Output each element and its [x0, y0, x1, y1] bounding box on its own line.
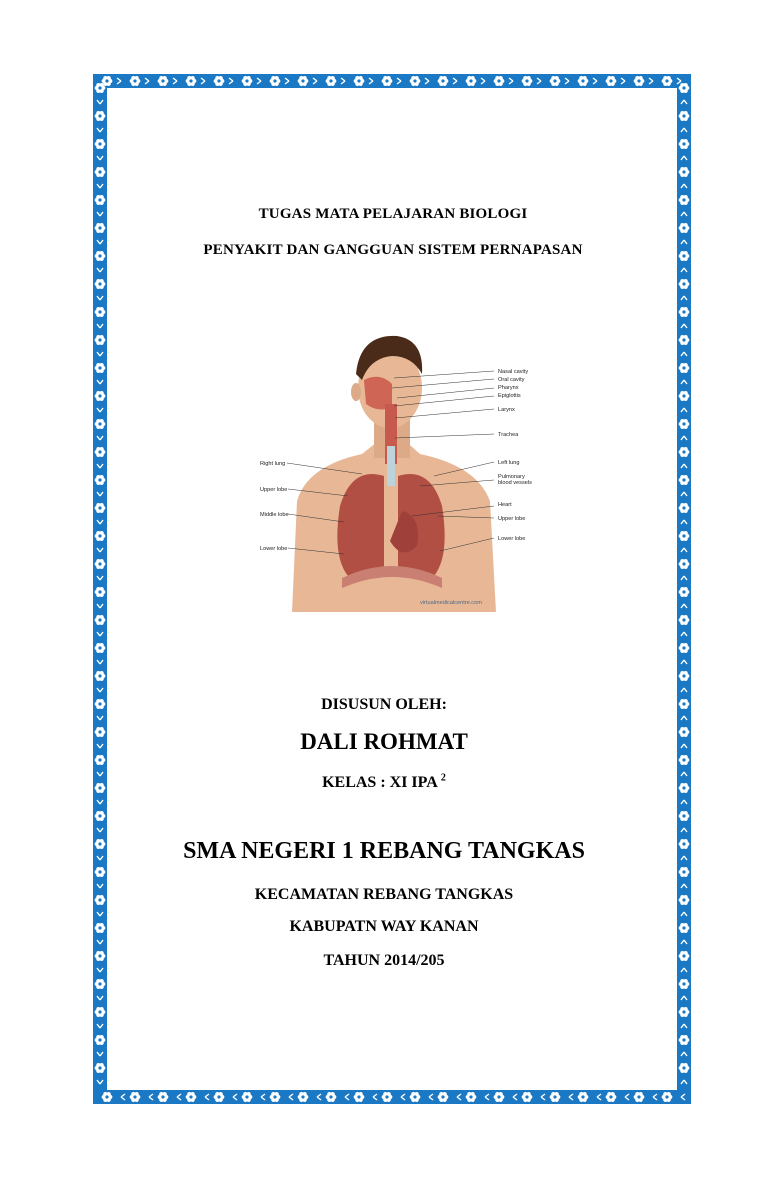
label-pulmonary: Pulmonary [498, 474, 525, 480]
class-info: KELAS : XI IPA $^2$ [322, 772, 446, 791]
label-pharynx: Pharynx [498, 385, 519, 391]
label-middle-lobe: Middle lobe [260, 512, 289, 518]
label-larynx: Larynx [498, 407, 515, 413]
academic-year: TAHUN 2014/205 [323, 952, 445, 969]
district-name: KECAMATAN REBANG TANGKAS [254, 886, 514, 903]
label-oral-cavity: Oral cavity [498, 377, 525, 383]
assignment-title: TUGAS MATA PELAJARAN BIOLOGI [258, 206, 528, 222]
assignment-topic: PENYAKIT DAN GANGGUAN SISTEM PERNAPASAN [203, 242, 583, 258]
label-lower-lobe-right: Lower lobe [260, 546, 288, 552]
regency-name: KABUPATN WAY KANAN [289, 918, 479, 935]
label-right-lung: Right lung [260, 461, 286, 467]
respiratory-system-illustration [252, 326, 532, 612]
image-credit: virtualmedicalcentre.com [420, 600, 482, 606]
label-blood-vessels: blood vessels [498, 480, 532, 486]
label-upper-lobe-right: Upper lobe [260, 487, 288, 493]
author-name: DALI ROHMAT [300, 729, 468, 754]
prepared-by-label: DISUSUN OLEH: [321, 696, 447, 713]
label-heart: Heart [498, 502, 512, 508]
school-name: SMA NEGERI 1 REBANG TANGKAS [183, 838, 585, 864]
label-trachea: Trachea [498, 432, 519, 438]
label-upper-lobe-left: Upper lobe [498, 516, 526, 522]
label-left-lung: Left lung [498, 460, 520, 466]
label-lower-lobe-left: Lower lobe [498, 536, 526, 542]
label-nasal-cavity: Nasal cavity [498, 369, 529, 375]
label-epiglottis: Epiglottis [498, 393, 521, 399]
